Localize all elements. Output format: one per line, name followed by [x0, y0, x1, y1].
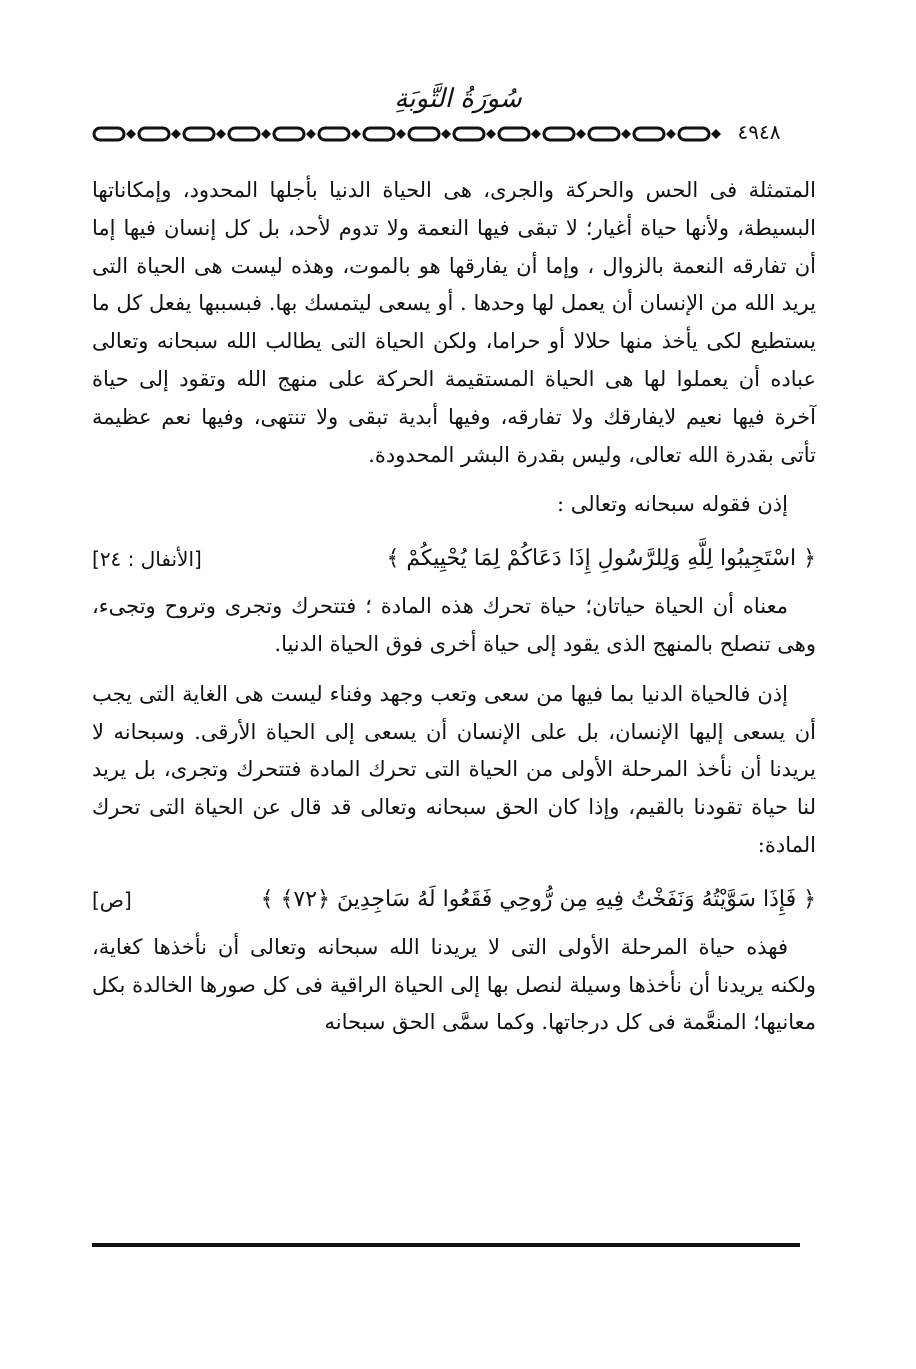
- ornament-chain: [90, 124, 810, 144]
- ornament-link: [589, 128, 619, 140]
- ornament-link: [499, 128, 529, 140]
- verse-reference-1: [الأنفال : ٢٤]: [92, 547, 202, 572]
- verse-reference-2: [ص]: [92, 887, 132, 912]
- ornament-link: [409, 128, 439, 140]
- ornament-link: [634, 128, 664, 140]
- ornament-link: [364, 128, 394, 140]
- quran-verse-2: [92, 875, 816, 925]
- page-number: ٤٩٤٨: [724, 118, 794, 146]
- ornament-link: [274, 128, 304, 140]
- ornament-diamond: [396, 129, 406, 139]
- ornament-diamond: [216, 129, 226, 139]
- ornament-diamond: [351, 129, 361, 139]
- ornament-diamond: [261, 129, 271, 139]
- ornament-diamond: [441, 129, 451, 139]
- quran-verse-1: [92, 534, 816, 584]
- header-ornament-border: [90, 124, 810, 144]
- verse-text-2: ﴿ فَإِذَا سَوَّيْتُهُ وَنَفَخْتُ فِيهِ مِن رُّوحِي فَقَعُوا لَهُ سَاجِدِينَ ﴿٧٢﴾ ﴾: [260, 886, 816, 912]
- paragraph-3: معناه أن الحياة حياتان؛ حياة تحرك هذه المادة ؛ فتتحرك وتجرى وتروح وتجىء، وهى تنصلح بالمنهج الذى يقود إلى حياة أخرى فوق الحياة الدنيا.: [92, 594, 816, 656]
- ornament-diamond: [576, 129, 586, 139]
- ornament-link: [229, 128, 259, 140]
- paragraph-2: إذن فقوله سبحانه وتعالى :: [557, 492, 788, 517]
- ornament-link: [319, 128, 349, 140]
- ornament-link: [544, 128, 574, 140]
- paragraph-1: المتمثلة فى الحس والحركة والجرى، هى الحياة الدنيا بأجلها المحدود، وإمكاناتها البسيطة، ولأنها حياة أغيار؛ لا تبقى فيها النعمة ولا تدوم لأحد، بل كل إنسان فيها إما أن تفارقه النعمة بالزوال ، وإما أن يفارقها هو بالموت، وهذه ليست هى الحياة التى يريد الله من الإنسان أن يعمل لها وحدها . أو يسعى ليتمسك بها. فبسببها يفعل كل ما يستطيع لكى يأخذ منها حلالا أو حراما، ولكن الحياة التى يطالب الله سبحانه وتعالى عباده أن يعملوا لها هى الحياة المستقيمة الحركة على منهج الله وتقود إلى حياة آخرة فيها نعيم لايفارقك ولا تفارقه، وفيها أبدية تبقى ولا تنتهى، وفيها نعم عظيمة تأتى بقدرة الله تعالى، وليس بقدرة البشر المحدودة.: [92, 178, 817, 467]
- footer-rule: [92, 1243, 800, 1247]
- ornament-link: [94, 128, 124, 140]
- ornament-link: [139, 128, 169, 140]
- paragraph-5: فهذه حياة المرحلة الأولى التى لا يريدنا الله سبحانه وتعالى أن نأخذها كغاية، ولكنه يريدنا أن نأخذها وسيلة لنصل بها إلى الحياة الراقية فى كل صورها الخالدة بكل معانيها؛ المنعَّمة فى كل درجاتها. وكما سمَّى الحق سبحانه: [92, 934, 816, 1035]
- ornament-diamond: [711, 129, 721, 139]
- ornament-diamond: [171, 129, 181, 139]
- surah-title: سُورَةُ التَّوبَةِ: [394, 84, 522, 114]
- ornament-link: [184, 128, 214, 140]
- ornament-diamond: [531, 129, 541, 139]
- paragraph-4: إذن فالحياة الدنيا بما فيها من سعى وتعب وجهد وفناء ليست هى الغاية التى يجب أن يسعى إليها الإنسان، بل على الإنسان أن يسعى إلى الحياة الأرقى. وسبحانه لا يريدنا أن نأخذ المرحلة الأولى من الحياة التى تحرك المادة فتتحرك وتجرى، بل يريد لنا حياة تقودنا بالقيم، وإذا كان الحق سبحانه وتعالى قد قال عن الحياة التى تحرك المادة:: [92, 681, 816, 857]
- verse-text-1: ﴿ اسْتَجِيبُوا لِلَّهِ وَلِلرَّسُولِ إِذَا دَعَاكُمْ لِمَا يُحْيِيكُمْ ﴾: [386, 546, 816, 572]
- ornament-diamond: [306, 129, 316, 139]
- ornament-link: [679, 128, 709, 140]
- ornament-diamond: [126, 129, 136, 139]
- ornament-diamond: [486, 129, 496, 139]
- ornament-diamond: [666, 129, 676, 139]
- body-text: [92, 172, 816, 1042]
- ornament-diamond: [621, 129, 631, 139]
- ornament-link: [454, 128, 484, 140]
